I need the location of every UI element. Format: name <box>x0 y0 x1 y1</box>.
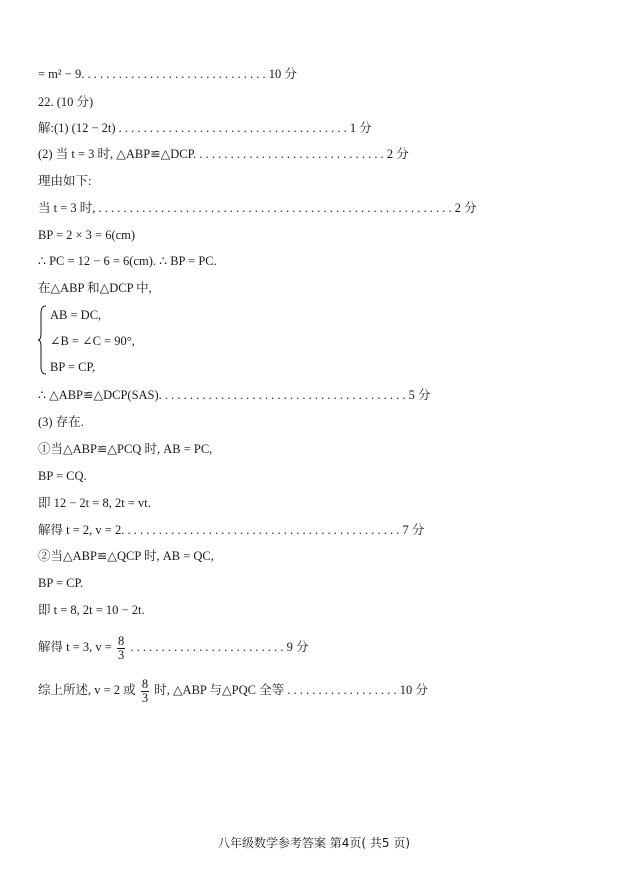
fraction-eight-thirds <box>117 635 125 662</box>
page-footer: 八年级数学参考答案 第4页( 共5 页) <box>217 836 411 850</box>
line-congruent-sas: ∴ △ABP≌△DCP(SAS). . . . . . . . . . . . . . . . . . . . . . . . . . . . . . . . . . . . . . . . 5 分 <box>38 388 431 402</box>
left-brace-icon <box>38 305 48 375</box>
summary-fraction-numerator: 8 <box>141 676 149 691</box>
summary-prefix: 综上所述, v = 2 或 <box>38 683 136 697</box>
line-part2: (2) 当 t = 3 时, △ABP≌△DCP. . . . . . . . . . . . . . . . . . . . . . . . . . . . . . . 2 分 <box>38 147 409 161</box>
line-part1: 解:(1) (12 − 2t) . . . . . . . . . . . . . . . . . . . . . . . . . . . . . . . . . . . . . 1 分 <box>38 121 372 135</box>
summary-fraction-denominator: 3 <box>141 690 149 705</box>
line-case1: ①当△ABP≌△PCQ 时, AB = PC, <box>38 442 213 456</box>
line-bp: BP = 2 × 3 = 6(cm) <box>38 228 136 242</box>
line-case2: ②当△ABP≌△QCP 时, AB = QC, <box>38 549 214 563</box>
condition-brace-group <box>38 305 198 375</box>
line-case1-solution: 解得 t = 2, v = 2. . . . . . . . . . . . . . . . . . . . . . . . . . . . . . . . . . . . . . . . . . . . . 7 分 <box>38 523 425 537</box>
fraction-denominator: 3 <box>117 647 125 662</box>
line-when-t3: 当 t = 3 时, . . . . . . . . . . . . . . . . . . . . . . . . . . . . . . . . . . . . . . . . . . . . . . . . . . . . . . . . . 2 分 <box>38 201 477 215</box>
line-m-squared: = m² − 9. . . . . . . . . . . . . . . . . . . . . . . . . . . . . . 10 分 <box>38 67 297 81</box>
condition-bp-cp: BP = CP, <box>50 360 96 374</box>
line-case2-solution <box>38 632 308 662</box>
line-case1-equations: 即 12 − 2t = 8, 2t = vt. <box>38 496 151 510</box>
line-pc: ∴ PC = 12 − 6 = 6(cm). ∴ BP = PC. <box>38 254 217 268</box>
line-part3: (3) 存在. <box>38 415 84 429</box>
line-in-triangles: 在△ABP 和△DCP 中, <box>38 281 152 295</box>
line-reason: 理由如下: <box>38 174 92 188</box>
condition-ab-dc: AB = DC, <box>50 308 102 322</box>
summary-fraction <box>141 678 149 705</box>
fraction-numerator: 8 <box>117 633 125 648</box>
line-case1-bp-cq: BP = CQ. <box>38 469 87 483</box>
condition-angles: ∠B = ∠C = 90°, <box>50 334 135 348</box>
question-22-heading: 22. (10 分) <box>38 95 94 109</box>
line-case2-equations: 即 t = 8, 2t = 10 − 2t. <box>38 603 145 617</box>
summary-suffix: 时, △ABP 与△PQC 全等 . . . . . . . . . . . . . . . . . . 10 分 <box>154 683 428 697</box>
line-case2-bp-cp: BP = CP. <box>38 576 84 590</box>
solution-prefix: 解得 t = 3, v = <box>38 640 112 654</box>
line-summary <box>38 675 428 705</box>
solution-suffix: . . . . . . . . . . . . . . . . . . . . . . . . . 9 分 <box>130 640 309 654</box>
